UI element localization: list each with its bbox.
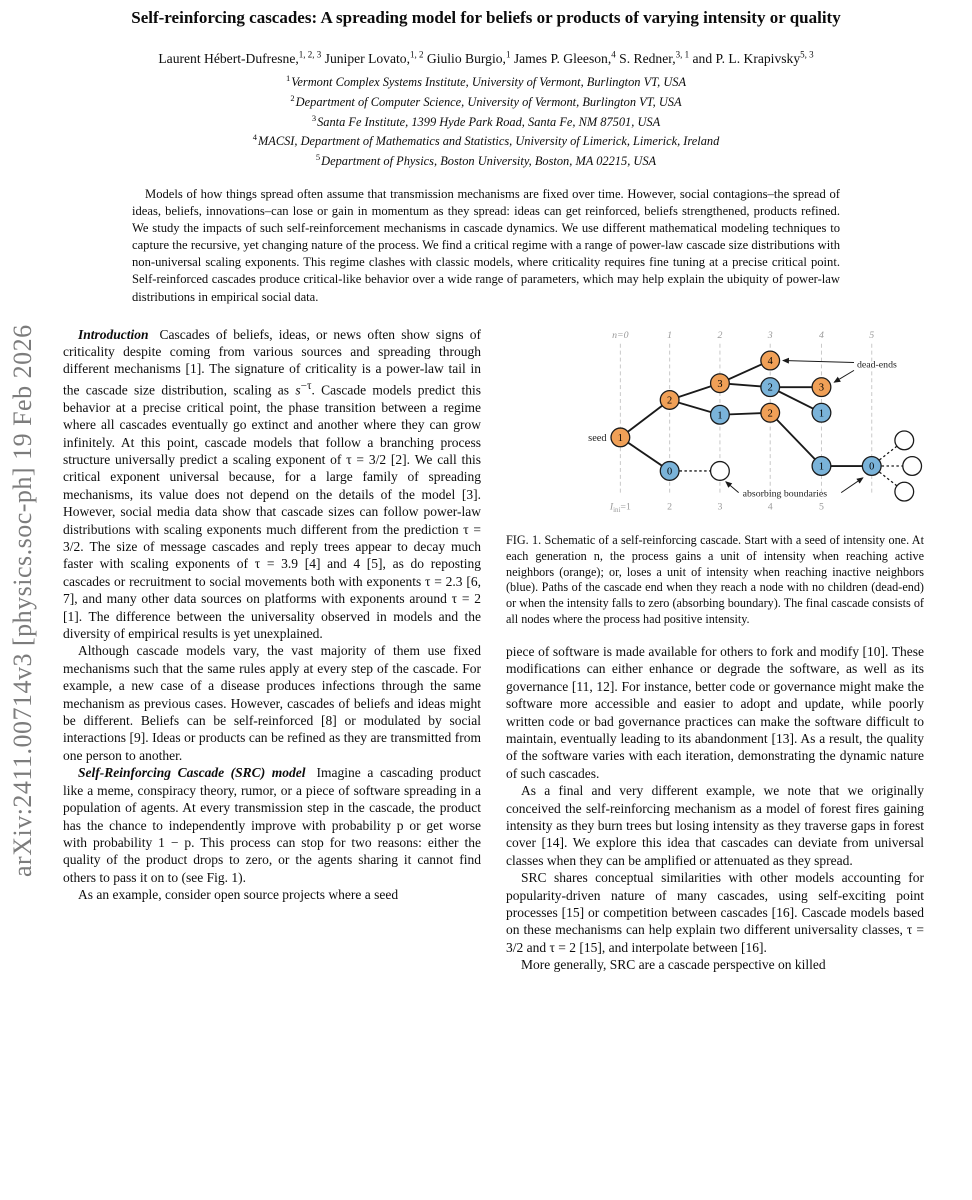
generation-label: 4: [819, 329, 824, 341]
author: Juniper Lovato,$^{1, 2}$: [321, 49, 424, 67]
generation-label: 5: [869, 329, 875, 341]
affiliation: $^4$MACSI, Department of Mathematics and Statistics, University of Limerick, Limerick, Ireland: [252, 132, 720, 149]
affiliation: $^1$Vermont Complex Systems Institute, University of Vermont, Burlington VT, USA: [285, 73, 687, 90]
left-column: [63, 326, 481, 974]
bottom-tick-label: 4: [767, 501, 773, 513]
figure-1-caption: FIG. 1. Schematic of a self-reinforcing cascade. Start with a seed of intensity one. At each generation n, the process gains a unit of intensity when reaching active neighbors (orange); or, loses a unit of intensity when reaching inactive neighbors (blue). Paths of the cascade end when they reach a node with no children (dead-end) or when the intensity falls to zero (absorbing boundary). The final cascade consists of all nodes where the process had positive intensity.: [506, 532, 924, 627]
author: Laurent Hébert-Dufresne,$^{1, 2, 3}$: [158, 49, 322, 67]
node-intensity-value: 3: [818, 382, 825, 394]
absorbing-boundaries-label: absorbing boundaries: [742, 488, 828, 500]
node-intensity-value: 4: [767, 355, 773, 367]
node-intensity-value: 2: [767, 407, 773, 419]
node-intensity-value: 0: [667, 466, 673, 478]
node-intensity-value: 1: [617, 432, 623, 444]
node-intensity-value: 1: [818, 407, 825, 419]
author: S. Redner,$^{3, 1}$: [615, 49, 690, 67]
author: and P. L. Krapivsky$^{5, 3}$: [689, 49, 814, 67]
author-affil-sup: 5, 3: [800, 49, 814, 60]
absorbing-arrow: [726, 481, 739, 492]
node-intensity-value: 0: [869, 461, 875, 473]
math-exponent: −τ: [300, 379, 312, 392]
section-lead-src-model: Self-Reinforcing Cascade (SRC) model: [78, 765, 306, 781]
body-paragraph: As a final and very different example, we note that we originally conceived the self-reinforcing mechanism as a model of forest fires gaining intensity as they burn trees but losing intensity as they traverse gaps in forest cover [14]. We explore this idea that cascades can deviate from universal classes when they can be amplified or attenuated as they spread.: [506, 783, 924, 868]
affiliation: $^3$Santa Fe Institute, 1399 Hyde Park Road, Santa Fe, NM 87501, USA: [311, 112, 661, 129]
cascade-node-empty: [711, 461, 730, 480]
generation-label: 2: [717, 329, 723, 341]
arxiv-watermark: arXiv:2411.00714v3 [physics.soc-ph] 19 Feb 2026: [8, 324, 37, 878]
author-line: [0, 50, 972, 68]
author-affil-sup: 3, 1: [675, 49, 690, 60]
bottom-tick-label: 5: [819, 501, 824, 513]
initial-intensity-label: $I_{ini}=1$: [609, 501, 631, 514]
node-intensity-value: 2: [767, 382, 773, 394]
generation-label: n=0: [612, 329, 629, 341]
absorbing-arrow: [841, 477, 863, 492]
figure-1-diagram: [506, 328, 924, 525]
author-affil-sup: 4: [611, 49, 616, 60]
body-paragraph: As an example, consider open source projects where a seed: [78, 887, 399, 903]
cascade-edge: [770, 412, 821, 465]
bottom-tick-label: 2: [667, 501, 673, 513]
dead-end-arrow: [783, 360, 854, 362]
generation-label: 1: [667, 329, 673, 341]
intro-paragraph: Introduction Cascades of beliefs, ideas, or news often show signs of criticality despite coming from various sources and spreading through different mechanisms [1]. The signature of criticality is a power-law tail in the cascade size distribution, scaling as $s^{-\tau}$. Cascade models predict this behavior at a precise critical point, the phase transition between a regime where all cascades eventually go extinct and another where they can grow infinitely. At this point, cascade models that follow a branching process structure universally predict a scaling exponent of τ = 3/2 [2]. We call this critical exponent universal because, for a large family of spreading mechanisms, its value does not depend on the details of the model [3]. However, social media data show that cascade sizes can follow power-law distributions with scaling exponents much different from the prediction τ = 3/2. The size of message cascades and reply trees appear to decay much faster with scaling exponents of τ = 3.9 [4] and 4 [5], as do reposting cascades or recruitment to social movements both with exponents τ = 2.3 [6, 7], and many other data sources on platforms with exponents around τ = 2 [1]. The difference between the universality observed in models and the diversity of empirical results is yet unexplained.: [63, 326, 481, 642]
cascade-node-empty: [895, 431, 914, 450]
node-intensity-value: 1: [717, 409, 723, 421]
cascade-diagram-svg: [506, 328, 924, 525]
dead-end-arrow: [834, 370, 854, 382]
seed-label: seed: [588, 432, 607, 444]
body-paragraph: SRC shares conceptual similarities with other models accounting for popularity-driven nature of many cascades, using self-exciting point processes [15] or competition between cascades [16]. Cascade models based on these mechanisms can help explain two different universality classes, τ = 3/2 and τ = 2 [15], and interpolate between [16].: [506, 870, 924, 955]
affiliation: $^5$Department of Physics, Boston University, Boston, MA 02215, USA: [315, 152, 657, 169]
two-column-body: [0, 326, 972, 974]
generation-label: 3: [767, 329, 773, 341]
author-affil-sup: 1: [505, 49, 511, 60]
node-intensity-value: 2: [667, 395, 673, 407]
affiliation: $^2$Department of Computer Science, University of Vermont, Burlington VT, USA: [290, 92, 682, 109]
body-paragraph: Although cascade models vary, the vast majority of them use fixed mechanisms such that the same rules apply at every step of the cascade. For example, a new case of a disease produces infections through the same mechanism as previous cases. However, cascades of beliefs and ideas might be different. Beliefs can be self-reinforced [8] or modulated by social interactions [9]. Ideas or products can be refined as they are transmitted from one person to another.: [63, 643, 481, 763]
src-model-paragraph: Self-Reinforcing Cascade (SRC) model Imagine a cascading product like a meme, conspiracy theory, rumor, or a piece of software spreading in a population of agents. At every transmission step in the cascade, the product has the chance to independently improve with probability p or get worse with probability 1 − p. This process can stop for two reasons: either the quality of the product drops to zero, or the agents sharing it cannot find others to pass it on to (see Fig. 1).: [63, 765, 481, 885]
author: Giulio Burgio,$^1$: [423, 49, 511, 67]
paper-title: Self-reinforcing cascades: A spreading model for beliefs or products of varying intensity or quality: [131, 8, 841, 27]
math-var: s: [295, 382, 301, 398]
cascade-node-empty: [895, 482, 914, 501]
author: James P. Gleeson,$^4$: [510, 49, 616, 67]
affiliation-list: [0, 72, 972, 171]
node-intensity-value: 1: [818, 461, 825, 473]
body-paragraph: piece of software is made available for others to fork and modify [10]. These modifications can either enhance or degrade the software, as well as its governance [11, 12]. For instance, better code or governance might make the software more accessible and easier to adopt and update, while poorly written code or bad governance practices can make the software difficult to maintain, eventually leading to its abandonment [13]. As a result, the quality of the software varies with each iteration, demonstrating the dynamic nature of such cascades.: [506, 643, 924, 781]
right-column: [506, 326, 924, 974]
cascade-node-empty: [903, 456, 922, 475]
author-affil-sup: 1, 2, 3: [298, 49, 322, 60]
bottom-tick-label: 3: [717, 501, 723, 513]
dead-ends-label: dead-ends: [856, 359, 897, 371]
body-paragraph: More generally, SRC are a cascade perspective on killed: [521, 957, 826, 973]
section-lead-introduction: Introduction: [78, 326, 149, 342]
node-intensity-value: 3: [717, 378, 723, 390]
abstract: Models of how things spread often assume that transmission mechanisms are fixed over time. However, social contagions–the spread of ideas, beliefs, innovations–can lose or gain in momentum as they spread: ideas can get reinforced, beliefs strengthened, products refined. We study the impacts of such self-reinforcement mechanisms in cascade dynamics. We use different mathematical modeling techniques to capture the recursive, yet changing nature of the process. We find a critical regime with a range of power-law cascade size distributions with non-universal scaling exponents. This regime clashes with classic models, where criticality requires fine tuning at a precise critical point. Self-reinforced cascades produce critical-like behavior over a wide range of parameters, which may help explain the ubiquity of power-law distributions in empirical social data.: [132, 186, 840, 304]
author-affil-sup: 1, 2: [409, 49, 424, 60]
